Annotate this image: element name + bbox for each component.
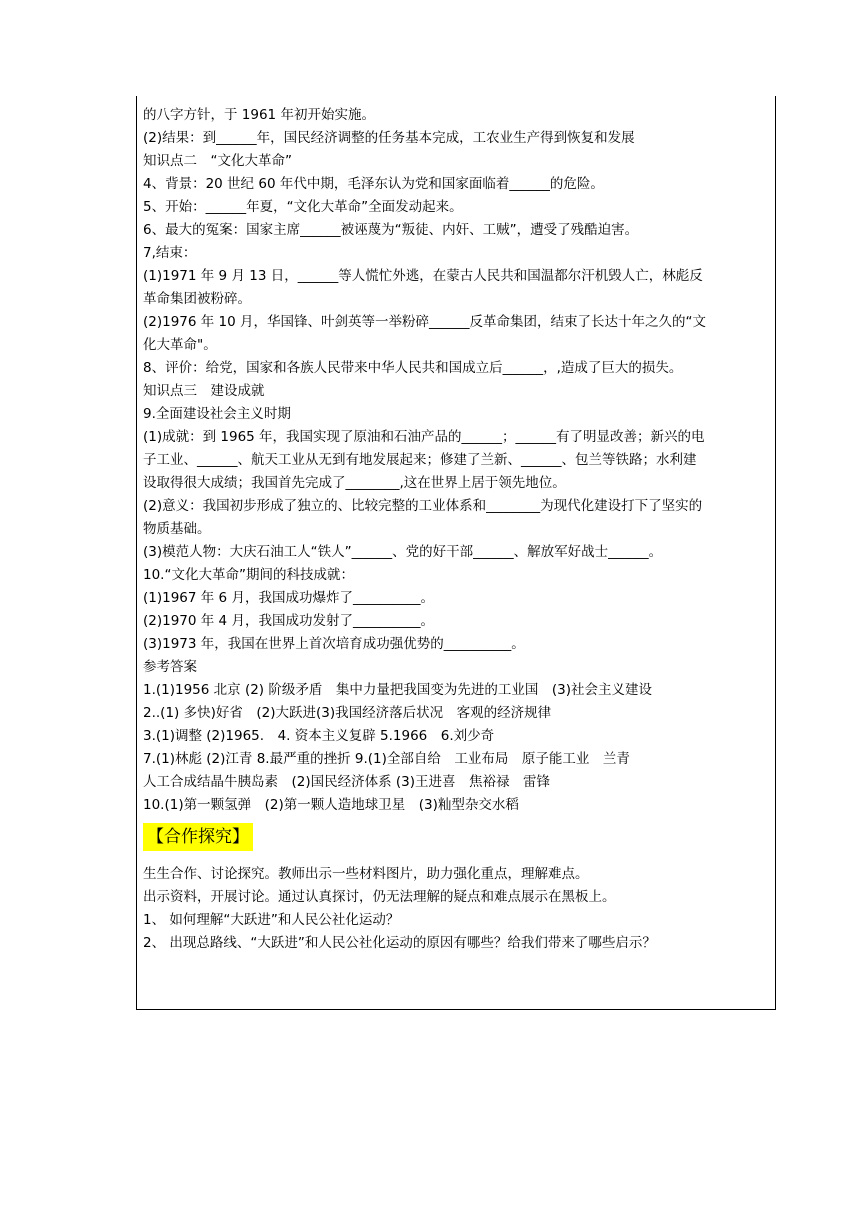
text-line: (1)1971 年 9 月 13 日，______等人慌忙外逃，在蒙古人民共和国温都尔汗机毁人亡，林彪反 <box>143 268 703 284</box>
text-line: 5、开始：______年夏，“文化大革命”全面发动起来。 <box>143 199 463 215</box>
section-heading: 【合作探究】 <box>143 823 253 851</box>
text-line: 设取得很大成绩；我国首先完成了________,这在世界上居于领先地位。 <box>143 475 566 491</box>
text-line: (2)1976 年 10 月，华国锋、叶剑英等一举粉碎______反革命集团，结束了长达十年之久的“文 <box>143 314 707 330</box>
text-line: 9.全面建设社会主义时期 <box>143 406 291 422</box>
text-line: (2)结果：到______年，国民经济调整的任务基本完成，工农业生产得到恢复和发展 <box>143 130 635 146</box>
text-line: 参考答案 <box>143 659 197 675</box>
section-heading-row <box>143 817 771 857</box>
text-line: 7.(1)林彪 (2)江青 8.最严重的挫折 9.(1)全部自给 工业布局 原子能工业 兰青 <box>143 751 630 767</box>
text-line: 4、背景：20 世纪 60 年代中期，毛泽东认为党和国家面临着______的危险。 <box>143 176 604 192</box>
text-line: 10.“文化大革命”期间的科技成就： <box>143 567 354 583</box>
text-line: (3)1973 年，我国在世界上首次培育成功强优势的__________。 <box>143 636 525 652</box>
text-line: 知识点三 建设成就 <box>143 383 265 399</box>
text-line: (3)模范人物：大庆石油工人“铁人”______、党的好干部______、解放军好战士______。 <box>143 544 663 560</box>
text-line: 知识点二 “文化大革命” <box>143 153 292 169</box>
discussion-line: 出示资料，开展讨论。通过认真探讨，仍无法理解的疑点和难点展示在黑板上。 <box>143 889 616 905</box>
text-line: (1)成就：到 1965 年，我国实现了原油和石油产品的______；______有了明显改善；新兴的电 <box>143 429 705 445</box>
document-table-cell <box>136 96 776 1010</box>
text-line: (2)1970 年 4 月，我国成功发射了__________。 <box>143 613 434 629</box>
discussion-line: 2、 出现总路线、“大跃进”和人民公社化运动的原因有哪些？给我们带来了哪些启示？ <box>143 935 656 951</box>
text-line: 8、评价：给党，国家和各族人民带来中华人民共和国成立后______，,造成了巨大的损失。 <box>143 360 683 376</box>
discussion-line: 生生合作、讨论探究。教师出示一些材料图片，助力强化重点，理解难点。 <box>143 866 589 882</box>
text-line: 7,结束： <box>143 245 197 261</box>
text-line: (2)意义：我国初步形成了独立的、比较完整的工业体系和________为现代化建设打下了坚实的 <box>143 498 703 514</box>
text-line: 物质基础。 <box>143 521 211 537</box>
discussion-line: 1、 如何理解“大跃进”和人民公社化运动？ <box>143 912 400 928</box>
document-content <box>143 104 771 955</box>
discussion-notes <box>143 863 771 955</box>
text-line: 人工合成结晶牛胰岛素 (2)国民经济体系 (3)王进喜 焦裕禄 雷锋 <box>143 774 551 790</box>
study-notes <box>143 104 771 817</box>
text-line: (1)1967 年 6 月，我国成功爆炸了__________。 <box>143 590 434 606</box>
text-line: 子工业、______、航天工业从无到有地发展起来；修建了兰新、______、包兰等铁路；水利建 <box>143 452 697 468</box>
text-line: 革命集团被粉碎。 <box>143 291 251 307</box>
text-line: 6、最大的冤案：国家主席______被诬蔑为“叛徒、内奸、工贼”，遭受了残酷迫害。 <box>143 222 639 238</box>
text-line: 2..(1) 多快)好省 (2)大跃进(3)我国经济落后状况 客观的经济规律 <box>143 705 552 721</box>
text-line: 的八字方针，于 1961 年初开始实施。 <box>143 107 375 123</box>
text-line: 10.(1)第一颗氢弹 (2)第一颗人造地球卫星 (3)籼型杂交水稻 <box>143 797 519 813</box>
text-line: 化大革命"。 <box>143 337 217 353</box>
text-line: 1.(1)1956 北京 (2) 阶级矛盾 集中力量把我国变为先进的工业国 (3)社会主义建设 <box>143 682 652 698</box>
text-line: 3.(1)调整 (2)1965. 4. 资本主义复辟 5.1966 6.刘少奇 <box>143 728 495 744</box>
